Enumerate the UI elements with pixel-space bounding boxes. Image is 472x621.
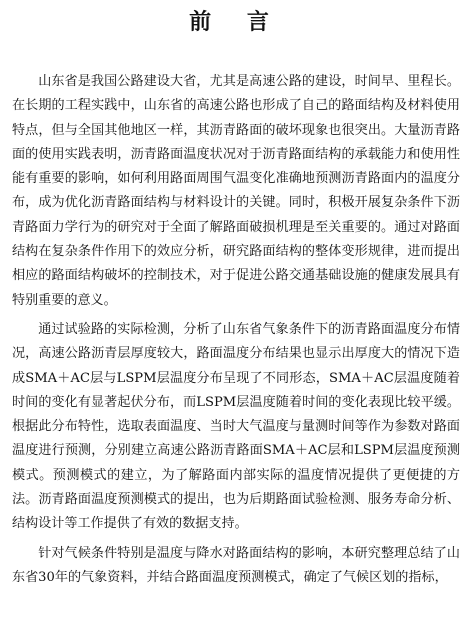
document-body xyxy=(12,70,460,590)
paragraph-1: 山东省是我国公路建设大省，尤其是高速公路的建设，时间早、里程长。在长期的工程实践中，山东省的高速公路也形成了自己的路面结构及材料使用特点，但与全国其他地区一样，其沥青路面的破坏现象也很突出。大量沥青路面的使用实践表明，沥青路面温度状况对于沥青路面结构的承载能力和使用性能有重要的影响，如何利用路面周围气温变化准确地预测沥青路面内的温度分布，成为优化沥青路面结构与材料设计的关键。同时，积极开展复杂条件下沥青路面力学行为的研究对于全面了解路面破损机理是至关重要的。通过对路面结构在复杂条件作用下的效应分析，研究路面结构的整体变形规律，进而提出相应的路面结构破坏的控制技术，对于促进公路交通基础设施的健康发展具有特别重要的意义。 xyxy=(12,74,460,308)
paragraph-3: 针对气候条件特别是温度与降水对路面结构的影响，本研究整理总结了山东省30年的气象资料，并结合路面温度预测模式，确定了气候区划的指标， xyxy=(12,545,460,585)
page-title: 前 言 xyxy=(189,10,283,35)
paragraph-2: 通过试验路的实际检测，分析了山东省气象条件下的沥青路面温度分布情况，高速公路沥青层厚度较大，路面温度分布结果也显示出厚度大的情况下造成SMA＋AC层与LSPM层温度分布呈现了不同形态，SMA＋AC层温度随着时间的变化有显著起伏分布，而LSPM层温度随着时间的变化表现比较平缓。根据此分布特性，选取表面温度、当时大气温度与量测时间等作为参数对路面温度进行预测，分别建立高速公路沥青路面SMA＋AC层和LSPM层温度预测模式。预测模式的建立，为了解路面内部实际的温度情况提供了更便捷的方法。沥青路面温度预测模式的提出，也为后期路面试验检测、服务寿命分析、结构设计等工作提供了有效的数据支持。 xyxy=(12,321,460,532)
